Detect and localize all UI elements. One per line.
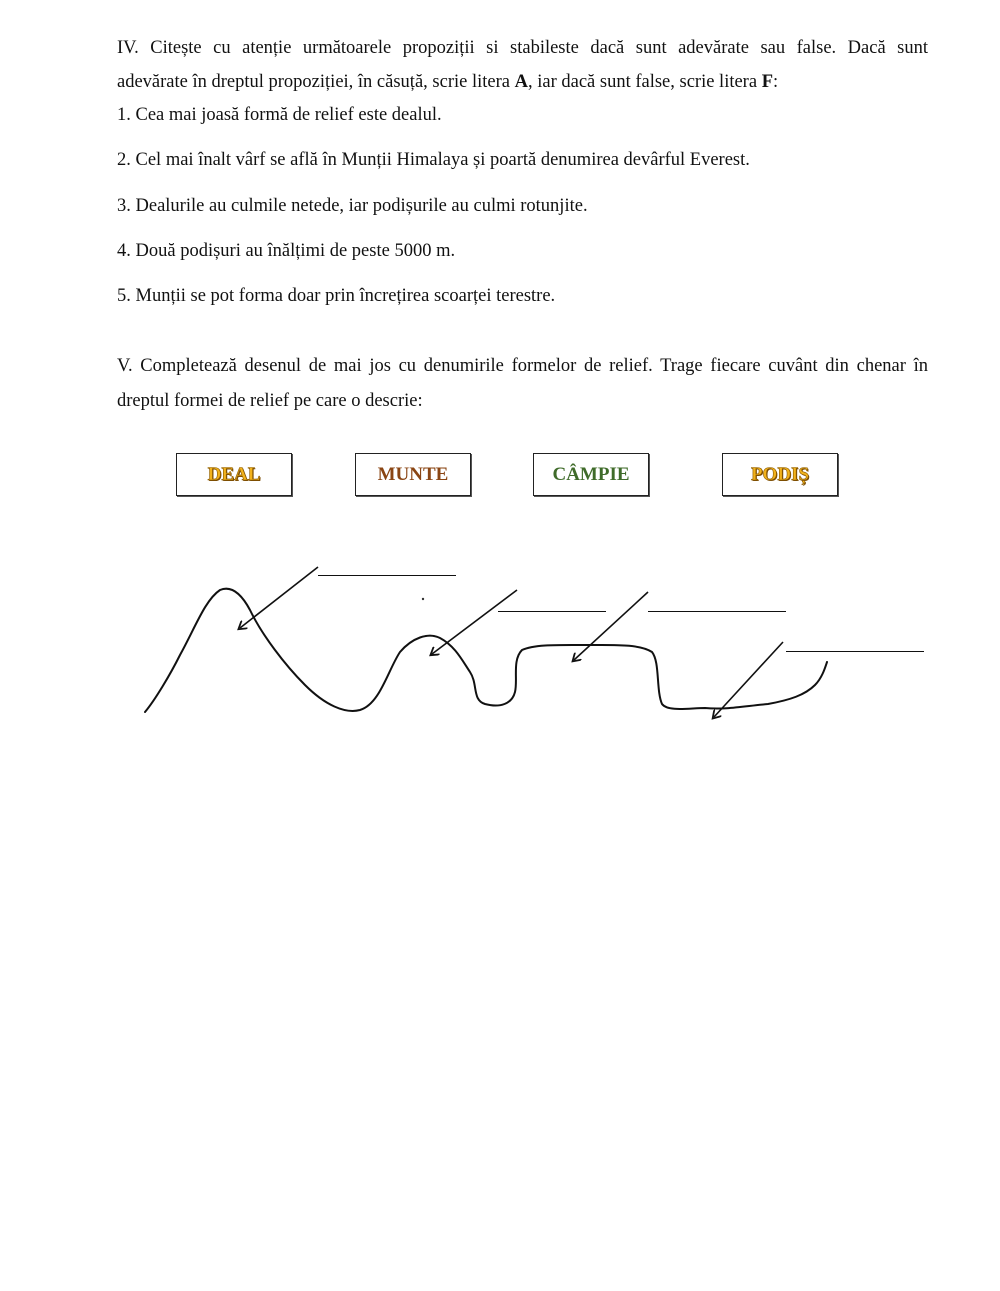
instruction-text-part1: adevărate în dreptul propoziției, în căsuță, scrie litera: [117, 72, 515, 92]
statement-2: 2. Cel mai înalt vârf se află în Munții Himalaya și poartă denumirea devârful Everest.: [117, 150, 750, 170]
letter-a: A: [514, 72, 528, 92]
stray-dot: [422, 598, 424, 600]
section4-instruction-line1: IV. Citește cu atenție următoarele propoziții si stabileste dacă sunt adevărate sau false. Dacă sunt: [117, 38, 928, 58]
arrow-plain: [714, 642, 783, 717]
statement-3: 3. Dealurile au culmile netede, iar podișurile au culmi rotunjite.: [117, 196, 588, 216]
word-munte-draggable[interactable]: [355, 453, 471, 496]
word-podis-label: PODIȘ: [750, 463, 810, 485]
statement-4: 4. Două podișuri au înălțimi de peste 5000 m.: [117, 241, 456, 261]
word-campie-draggable[interactable]: [533, 453, 649, 496]
arrow-mountain: [240, 567, 318, 628]
answer-blank-mountain[interactable]: [318, 575, 456, 576]
answer-blank-hill[interactable]: [498, 611, 606, 612]
letter-f: F: [761, 72, 773, 92]
landform-outline: [145, 589, 827, 712]
arrow-hill: [432, 590, 517, 654]
answer-blank-plateau[interactable]: [648, 611, 786, 612]
section4-instruction-line2: [117, 70, 778, 94]
answer-blank-plain[interactable]: [786, 651, 924, 652]
word-munte-label: MUNTE: [377, 463, 449, 485]
instruction-text-part2: , iar dacă sunt false, scrie litera: [527, 72, 762, 92]
statement-1: 1. Cea mai joasă formă de relief este dealul.: [117, 105, 442, 125]
word-deal-draggable[interactable]: [176, 453, 292, 496]
statement-5: 5. Munții se pot forma doar prin încrețirea scoarței terestre.: [117, 286, 556, 306]
arrow-plateau: [574, 592, 648, 660]
word-deal-label: DEAL: [207, 463, 261, 485]
section5-instruction-line2: dreptul formei de relief pe care o descrie:: [117, 391, 423, 411]
word-campie-label: CÂMPIE: [552, 463, 630, 485]
word-podis-draggable[interactable]: [722, 453, 838, 496]
section5-instruction-line1: V. Completează desenul de mai jos cu denumirile formelor de relief. Trage fiecare cuvânt din chenar în: [117, 356, 928, 376]
instruction-text-part3: :: [773, 72, 779, 92]
